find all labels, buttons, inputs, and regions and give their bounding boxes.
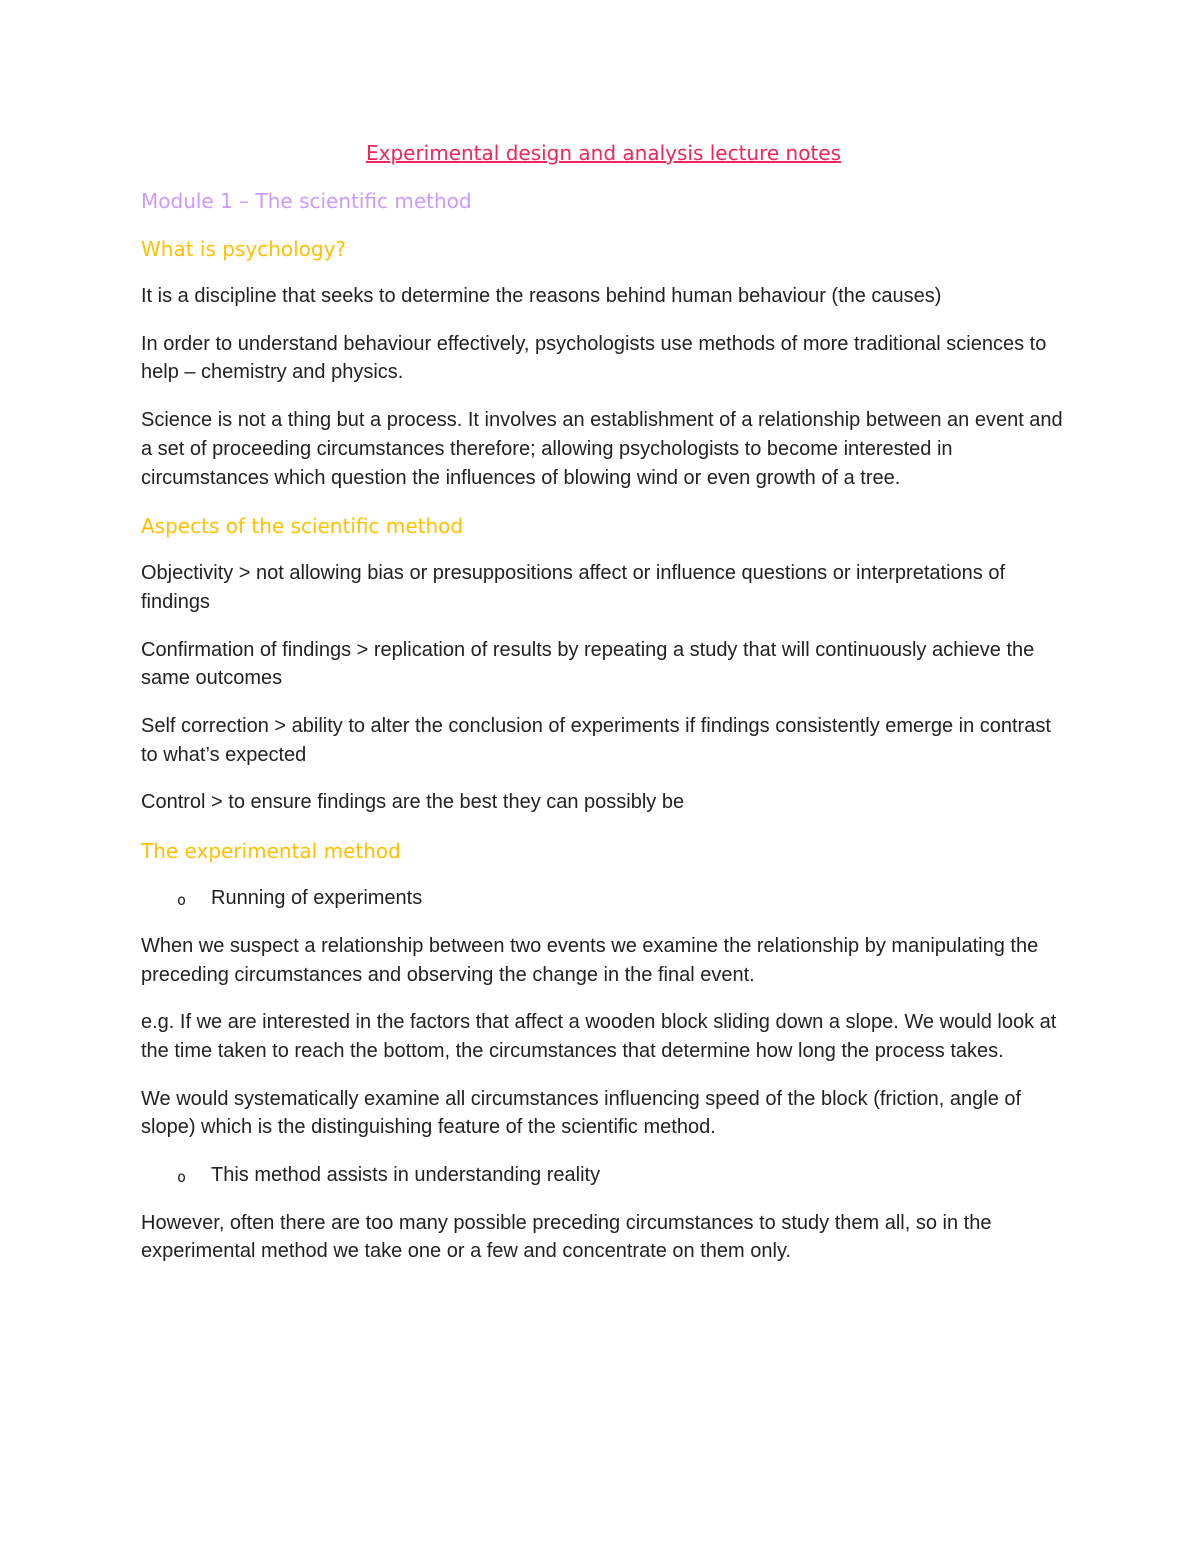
body-paragraph: It is a discipline that seeks to determine the reasons behind human behaviour (the causes) <box>141 285 942 307</box>
body-paragraph: Objectivity > not allowing bias or presuppositions affect or influence questions or interpretations of findings <box>141 562 1006 613</box>
document-body <box>141 234 1066 1266</box>
body-paragraph: However, often there are too many possible preceding circumstances to study them all, so in the experimental method we take one or a few and concentrate on them only. <box>141 1211 992 1263</box>
body-paragraph: e.g. If we are interested in the factors that affect a wooden block sliding down a slope. We would look at the time taken to reach the bottom, the circumstances that determine how long the process takes. <box>141 1011 1057 1062</box>
body-paragraph: Confirmation of findings > replication of results by repeating a study that will continuously achieve the same outcomes <box>141 638 1035 690</box>
section-heading: Aspects of the scientific method <box>141 514 464 539</box>
bullet-text: This method assists in understanding reality <box>211 1164 601 1187</box>
bullet-text: Running of experiments <box>211 887 423 910</box>
body-paragraph: We would systematically examine all circumstances influencing speed of the block (friction, angle of slope) which is the distinguishing feature of the scientific method. <box>141 1087 1022 1139</box>
section-heading: The experimental method <box>141 839 401 864</box>
body-paragraph: When we suspect a relationship between two events we examine the relationship by manipulating the preceding circumstances and observing the change in the final event. <box>141 934 1039 986</box>
body-paragraph: Science is not a thing but a process. It involves an establishment of a relationship between an event and a set of proceeding circumstances therefore; allowing psychologists to become interested in circumstances which question the influences of blowing wind or even growth of a tree. <box>141 409 1063 489</box>
bullet-item <box>141 1161 1066 1190</box>
document-page <box>141 138 1066 1285</box>
document-title: Experimental design and analysis lecture notes <box>365 141 842 165</box>
section-heading: What is psychology? <box>141 237 347 261</box>
body-paragraph: In order to understand behaviour effectively, psychologists use methods of more traditional sciences to help – chemistry and physics. <box>141 332 1047 384</box>
module-heading: Module 1 – The scientific method <box>141 189 472 213</box>
bullet-item <box>141 884 1066 913</box>
bullet-marker-icon: o <box>177 891 187 910</box>
body-paragraph: Self correction > ability to alter the conclusion of experiments if findings consistently emerge in contrast to what’s expected <box>141 715 1051 766</box>
bullet-marker-icon: o <box>177 1168 187 1187</box>
body-paragraph: Control > to ensure findings are the best they can possibly be <box>141 791 685 814</box>
